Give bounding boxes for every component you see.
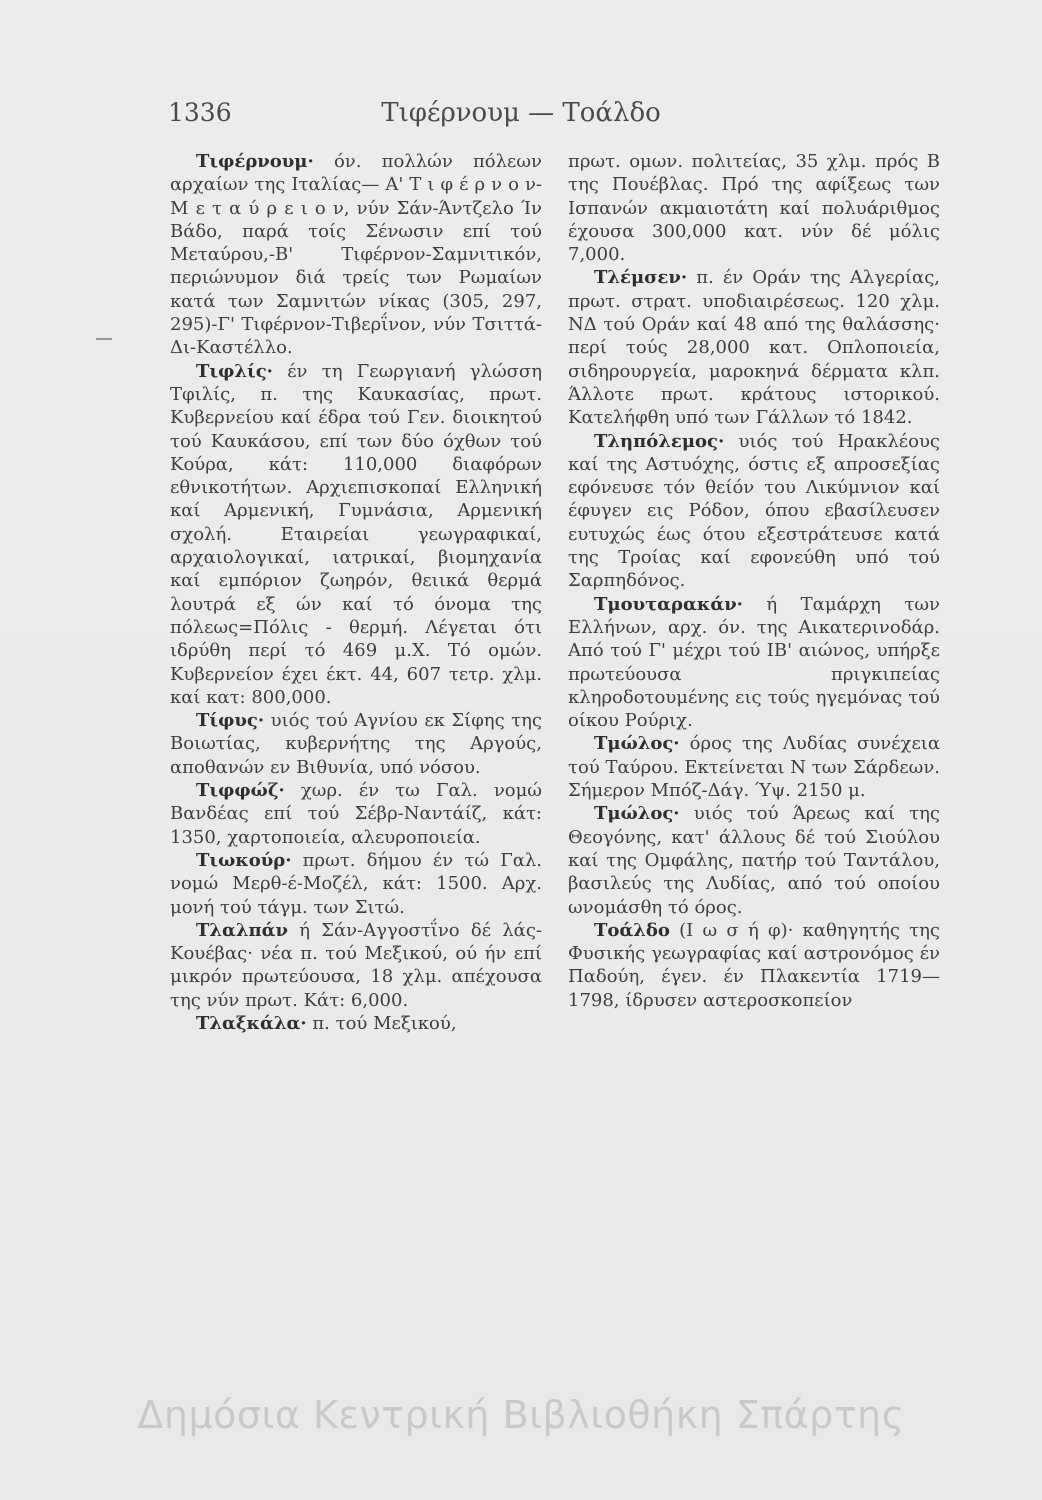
running-title: Τιφέρνουμ — Τοάλδο — [381, 98, 661, 128]
dictionary-entry — [170, 779, 542, 849]
dictionary-entry-continued — [568, 150, 940, 266]
dictionary-entry — [568, 919, 940, 1012]
entry-text: χωρ. έν τω Γαλ. νομώ Βανδέας επί τού Σέβρ-Ναντάίζ, κάτ: 1350, χαρτοποιεία, αλευροποιεία. — [170, 780, 542, 848]
entry-text: όν. πολλών πόλεων αρχαίων της Ιταλίας— Α' Τ ι φ έ ρ ν ο ν-Μ ε τ α ύ ρ ε ι ο ν, νύν Σάν-Άντζελο Ίν Βάδο, παρά τοίς Σένωσιν επί τού Μεταύρου,-Β' Τιφέρνον-Σαμνιτικόν, περιώνυμον διά τρείς των Ρωμαίων κατά των Σαμνιτών νίκας (305, 297, 295)-Γ' Τιφέρνον-Τιβερΐνον, νύν Τσιττά-Δι-Καστέλλο. — [170, 151, 542, 359]
entry-text: υιός τού Αγνίου εκ Σίφης της Βοιωτίας, κυβερνήτης της Αργούς, αποθανών εν Βιθυνία, υπό νόσου. — [170, 710, 542, 778]
dictionary-entry — [170, 709, 542, 779]
entry-text: πρωτ. ομων. πολιτείας, 35 χλμ. πρός Β της Πουέβλας. Πρό της αφίξεως των Ισπανών ακμαιοτάτη καί πολυάριθμος έχουσα 300,000 κατ. νύν δέ μόλις 7,000. — [568, 151, 940, 266]
dictionary-entry — [170, 150, 542, 360]
entry-term: Τιφέρνουμ· — [196, 151, 314, 172]
entry-term: Τοάλδο — [594, 919, 670, 941]
dictionary-entry — [568, 732, 940, 802]
entry-term: Τιφφώζ· — [196, 780, 285, 802]
entry-text: π. τού Μεξικού, — [306, 1012, 457, 1034]
dictionary-entry — [568, 593, 940, 733]
entry-text: πρωτ. δήμου έν τώ Γαλ. νομώ Μερθ-έ-Μοζέλ, κάτ: 1500. Αρχ. μονή τού τάγμ. των Σιτώ. — [170, 849, 542, 918]
entry-term: Τμώλος· — [594, 803, 680, 825]
entry-text: υιός τού Άρεως καί της Θεογόνης, κατ' άλλους δέ τού Σιούλου καί της Ομφάλης, πατήρ τού Ταντάλου, βασιλεύς της Λυδίας, από τού οποίου ωνομάσθη τό όρος. — [568, 803, 940, 918]
entry-text: ή Σάν-Αγγοστΐνο δέ λάς-Κουέβας· νέα π. τού Μεξικού, ού ήν επί μικρόν πρωτεύουσα, 18 χλμ. απέχουσα της νύν πρωτ. Κάτ: 6,000. — [170, 919, 542, 1011]
margin-mark — [96, 338, 112, 340]
page-header — [0, 98, 1042, 138]
dictionary-entry — [170, 360, 542, 709]
dictionary-entry — [568, 266, 940, 429]
entry-text: υιός τού Ηρακλέους καί της Αστυόχης, όστις εξ απροσεξίας εφόνευσε τόν θείόν του Λικύμνιον καί έφυγεν εις Ρόδον, όπου εβασίλευσεν ευτυχώς έως ότου εξεστράτευσε κατά της Τροίας καί εφονεύθη υπό τού Σαρπηδόνος. — [568, 430, 940, 592]
dictionary-entry — [170, 849, 542, 919]
entry-text: όρος της Λυδίας συνέχεια τού Ταύρου. Εκτείνεται Ν των Σάρδεων. Σήμερον Μπόζ-Δάγ. Ύψ. 2150 μ. — [568, 733, 940, 802]
dictionary-entry — [170, 919, 542, 1012]
entry-term: Τίφυς· — [196, 710, 265, 732]
entry-term: Τλέμσεν· — [594, 267, 688, 289]
entry-term: Τλαλπάν — [196, 919, 289, 941]
page-number: 1336 — [168, 98, 232, 127]
entry-term: Τιωκούρ· — [196, 849, 292, 871]
entry-text: έν τη Γεωργιανή γλώσση Τφιλίς, π. της Καυκασίας, πρωτ. Κυβερνείου καί έδρα τού Γεν. διοικητού τού Καυκάσου, επί των δύο όχθων τού Κούρα, κάτ: 110,000 διαφόρων εθνικοτήτων. Αρχιεπισκοπαί Ελληνική καί Αρμενική, Γυμνάσια, Αρμενική σχολή. Εταιρείαι γεωγραφικαί, αρχαιολογικαί, ιατρικαί, βιομηχανία καί εμπόριον ζωηρόν, θειικά θερμά λουτρά εξ ών καί τό όνομα της πόλεως=Πόλις - θερμή. Λέγεται ότι ιδρύθη περί τό 469 μ.Χ. Τό ομών. Κυβερνείον έχει έκτ. 44, 607 τετρ. χλμ. καί κατ: 800,000. — [170, 360, 542, 708]
dictionary-entry — [568, 430, 940, 593]
dictionary-entry — [170, 1012, 542, 1035]
entry-term: Τιφλίς· — [196, 360, 273, 382]
library-watermark: Δημόσια Κεντρική Βιβλιοθήκη Σπάρτης — [137, 1393, 905, 1437]
entry-term: Τλαξκάλα· — [196, 1012, 307, 1034]
entry-term: Τληπόλεμος· — [594, 430, 725, 452]
entry-text: ή Ταμάρχη των Ελλήνων, αρχ. όν. της Αικατερινοδάρ. Από τού Γ' μέχρι τού ΙΒ' αιώνος, υπήρξε πρωτεύουσα πριγκιπείας κληροδοτουμένης εις τούς ηγεμόνας τού οίκου Ρούριχ. — [568, 593, 940, 732]
entry-text: (Ι ω σ ή φ)· καθηγητής της Φυσικής γεωγραφίας καί αστρονόμος έν Παδούη, έγεν. έν Πλακεντία 1719—1798, ίδρυσεν αστεροσκοπείον — [568, 919, 940, 1011]
entry-text: π. έν Οράν της Αλγερίας, πρωτ. στρατ. υποδιαιρέσεως. 120 χλμ. ΝΔ τού Οράν καί 48 από της θαλάσσης· περί τούς 28,000 κατ. Οπλοποιεία, σιδηρουργεία, μαροκηνά δέρματα κλπ. Άλλοτε πρωτ. κράτους ιστορικού. Κατελήφθη υπό των Γάλλων τό 1842. — [568, 267, 940, 429]
entry-term: Τμουταρακάν· — [594, 593, 743, 615]
right-column — [568, 150, 940, 1012]
dictionary-entry — [568, 802, 940, 918]
entry-term: Τμώλος· — [594, 733, 680, 755]
left-column — [170, 150, 542, 1035]
